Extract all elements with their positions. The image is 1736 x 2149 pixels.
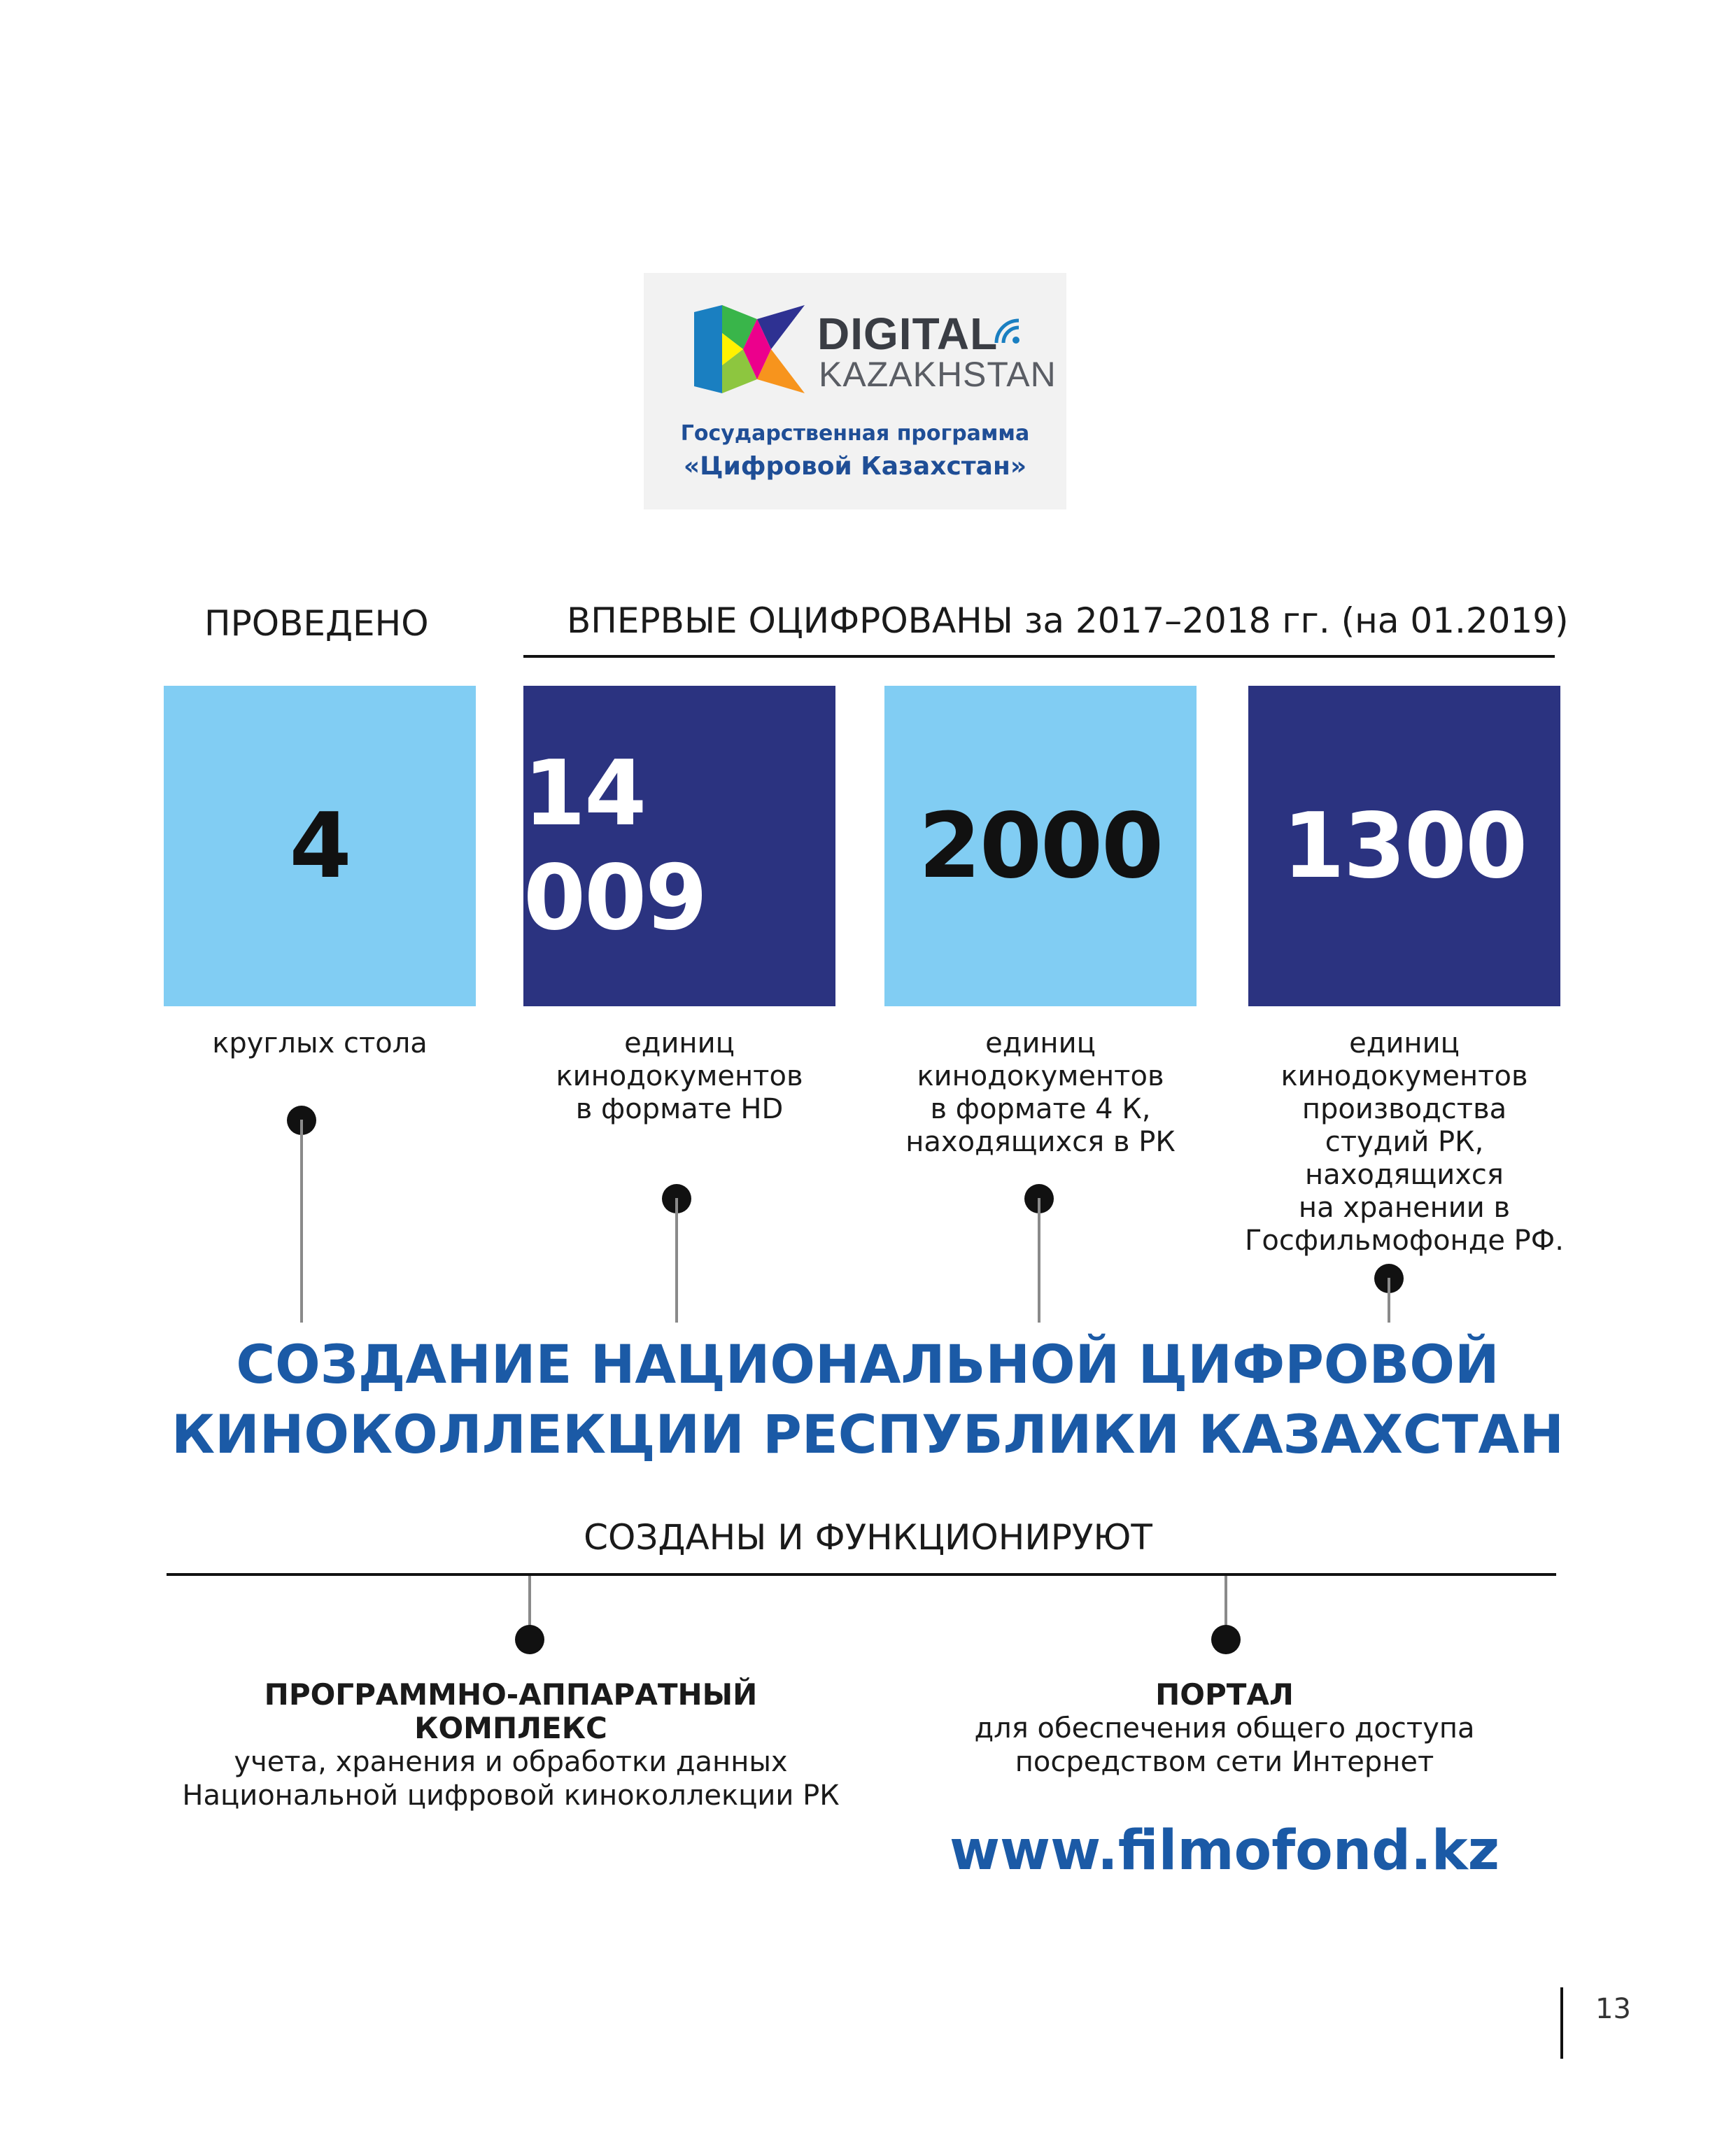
portal-title: ПОРТАЛ xyxy=(1155,1677,1294,1712)
portal-desc-line1: для обеспечения общего доступа xyxy=(974,1712,1475,1745)
stat-box-gosfilmofond: 1300 xyxy=(1248,686,1560,1006)
connector-line xyxy=(1388,1278,1390,1323)
main-title-line1: СОЗДАНИЕ НАЦИОНАЛЬНОЙ ЦИФРОВОЙ xyxy=(236,1333,1499,1395)
caption-line: в формате 4 К, xyxy=(930,1093,1151,1125)
stat-caption-hd xyxy=(523,1027,835,1126)
portal-desc-line2: посредством сети Интернет xyxy=(1015,1746,1434,1778)
wifi-icon xyxy=(994,318,1022,346)
connector-line xyxy=(528,1576,531,1630)
logo-digital-text: DIGITAL xyxy=(817,309,998,359)
stat-caption-gosfilmofond xyxy=(1234,1027,1574,1257)
stat-caption-round-tables xyxy=(164,1027,476,1060)
caption-line: студий РК, xyxy=(1325,1126,1484,1158)
connector-dot xyxy=(1211,1625,1241,1654)
logo-kazakhstan-text: KAZAKHSTAN xyxy=(819,355,1057,394)
caption-line: кинодокументов xyxy=(1280,1060,1528,1092)
complex-desc-line2: Национальной цифровой киноколлекции РК xyxy=(182,1780,840,1812)
stat-caption-4k xyxy=(884,1027,1197,1159)
caption-line: круглых стола xyxy=(212,1027,428,1059)
caption-line: находящихся в РК xyxy=(905,1126,1176,1158)
caption-line: Госфильмофонде РФ. xyxy=(1245,1225,1564,1257)
main-title xyxy=(140,1330,1595,1470)
digitized-heading: ВПЕРВЫЕ ОЦИФРОВАНЫ за 2017–2018 гг. (на 01.2019) xyxy=(567,600,1569,641)
caption-line: производства xyxy=(1301,1093,1507,1125)
dk-logo-mark-icon xyxy=(694,305,805,393)
caption-line: находящихся xyxy=(1305,1159,1504,1191)
portal-block xyxy=(903,1678,1546,1779)
connector-line xyxy=(1225,1576,1227,1630)
stat-box-4k: 2000 xyxy=(884,686,1197,1006)
connector-dot xyxy=(515,1625,544,1654)
caption-line: кинодокументов xyxy=(556,1060,803,1092)
complex-title-line2: КОМПЛЕКС xyxy=(414,1711,607,1745)
created-heading: СОЗДАНЫ И ФУНКЦИОНИРУЮТ xyxy=(584,1517,1152,1558)
complex-title-line1: ПРОГРАММНО-АППАРАТНЫЙ xyxy=(264,1677,758,1712)
main-title-line2: КИНОКОЛЛЕКЦИИ РЕСПУБЛИКИ КАЗАХСТАН xyxy=(171,1403,1564,1465)
connector-line xyxy=(1038,1198,1040,1323)
caption-line: единиц xyxy=(1349,1027,1460,1059)
connector-line xyxy=(300,1120,303,1323)
digital-kazakhstan-logo xyxy=(644,273,1066,509)
stat-box-hd: 14 009 xyxy=(523,686,835,1006)
digitized-rule xyxy=(523,655,1555,658)
page-number-divider xyxy=(1560,1987,1563,2059)
logo-program-line1: Государственная программа xyxy=(680,421,1030,446)
portal-url-link[interactable]: www.filmofond.kz xyxy=(949,1819,1500,1882)
caption-line: в формате HD xyxy=(575,1093,784,1125)
stat-box-round-tables: 4 xyxy=(164,686,476,1006)
caption-line: единиц xyxy=(985,1027,1096,1059)
complex-desc-line1: учета, хранения и обработки данных xyxy=(234,1746,788,1778)
logo-program-line2: «Цифровой Казахстан» xyxy=(683,452,1027,481)
caption-line: единиц xyxy=(624,1027,735,1059)
complex-block xyxy=(154,1678,868,1812)
page-number: 13 xyxy=(1595,1993,1631,2025)
held-heading: ПРОВЕДЕНО xyxy=(204,603,429,644)
created-rule xyxy=(167,1573,1556,1576)
caption-line: на хранении в xyxy=(1298,1192,1511,1224)
caption-line: кинодокументов xyxy=(917,1060,1164,1092)
connector-line xyxy=(675,1198,678,1323)
